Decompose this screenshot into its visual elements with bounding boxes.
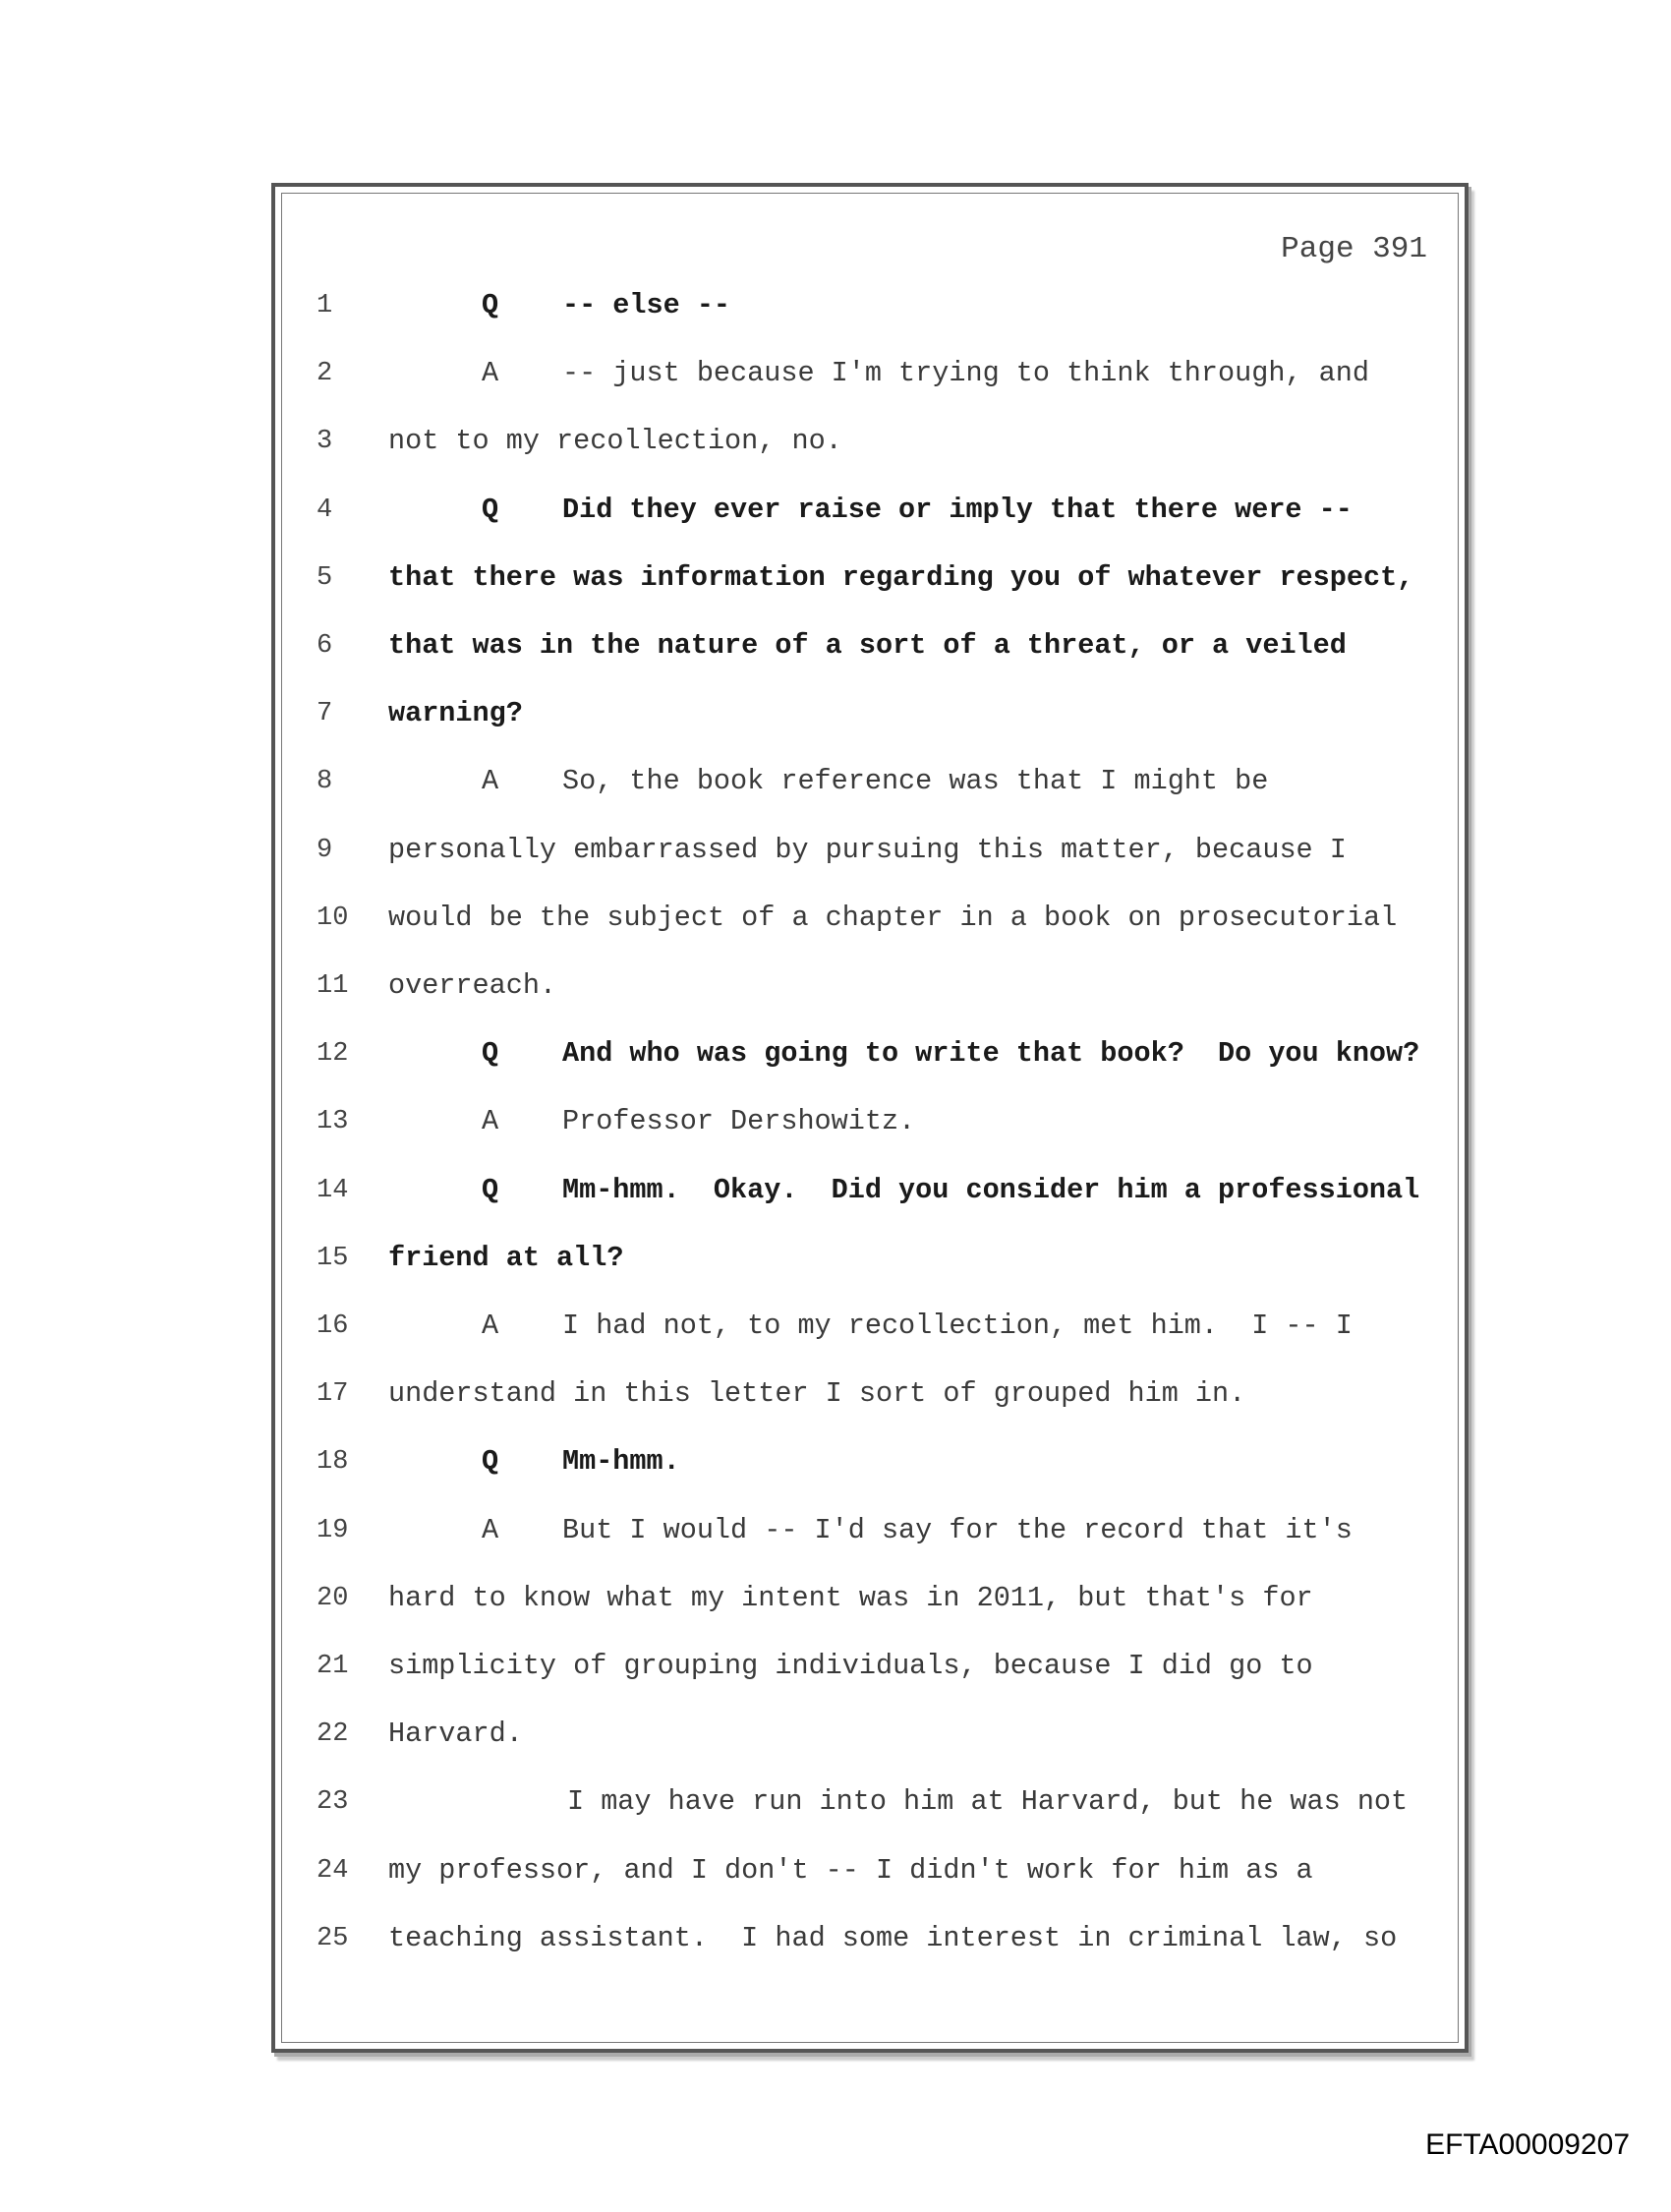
speaker-label: A bbox=[482, 765, 499, 798]
line-text: -- else -- bbox=[562, 289, 731, 321]
line-text: -- just because I'm trying to think through, and bbox=[562, 357, 1369, 390]
line-text: Professor Dershowitz. bbox=[562, 1105, 916, 1138]
speaker-label: Q bbox=[482, 289, 499, 321]
speaker-label: Q bbox=[482, 1445, 499, 1479]
speaker-label: A bbox=[482, 357, 499, 390]
line-text: personally embarrassed by pursuing this matter, because I bbox=[388, 833, 1347, 866]
line-number: 15 bbox=[317, 1243, 349, 1273]
line-number: 1 bbox=[317, 291, 333, 320]
line-number: 20 bbox=[317, 1583, 349, 1613]
line-text: Mm-hmm. Okay. Did you consider him a professional bbox=[562, 1173, 1420, 1206]
document-id: EFTA00009207 bbox=[1425, 2128, 1630, 2161]
line-text: my professor, and I don't -- I didn't work for him as a bbox=[388, 1853, 1313, 1887]
line-text: that there was information regarding you of whatever respect, bbox=[388, 560, 1414, 594]
line-text: friend at all? bbox=[388, 1241, 624, 1274]
line-number: 13 bbox=[317, 1107, 349, 1137]
line-number: 3 bbox=[317, 427, 333, 457]
line-number: 21 bbox=[317, 1652, 349, 1681]
line-text: that was in the nature of a sort of a threat, or a veiled bbox=[388, 629, 1347, 662]
line-number: 11 bbox=[317, 971, 349, 1001]
line-text: would be the subject of a chapter in a book on prosecutorial bbox=[388, 901, 1398, 934]
line-text: Mm-hmm. bbox=[562, 1445, 680, 1479]
line-number: 14 bbox=[317, 1175, 349, 1205]
line-number: 6 bbox=[317, 631, 333, 661]
speaker-label: A bbox=[482, 1105, 499, 1138]
speaker-label: Q bbox=[482, 493, 499, 526]
line-text: I had not, to my recollection, met him. I -- I bbox=[562, 1310, 1353, 1342]
line-number: 17 bbox=[317, 1379, 349, 1410]
line-number: 18 bbox=[317, 1447, 349, 1478]
line-number: 5 bbox=[317, 562, 333, 593]
line-number: 19 bbox=[317, 1515, 349, 1545]
line-text: So, the book reference was that I might be bbox=[562, 765, 1269, 798]
line-number: 22 bbox=[317, 1719, 349, 1750]
speaker-label: Q bbox=[482, 1037, 499, 1071]
line-text: Harvard. bbox=[388, 1717, 523, 1751]
line-text: overreach. bbox=[388, 969, 557, 1002]
line-number: 25 bbox=[317, 1923, 349, 1953]
line-text: hard to know what my intent was in 2011, but that's for bbox=[388, 1581, 1313, 1614]
line-number: 7 bbox=[317, 699, 333, 729]
line-number: 8 bbox=[317, 767, 333, 797]
line-text: understand in this letter I sort of grouped him in. bbox=[388, 1377, 1246, 1411]
line-text: simplicity of grouping individuals, because I did go to bbox=[388, 1650, 1313, 1682]
speaker-label: A bbox=[482, 1310, 499, 1342]
line-number: 16 bbox=[317, 1311, 349, 1341]
line-text: Did they ever raise or imply that there were -- bbox=[562, 493, 1353, 526]
line-text: And who was going to write that book? Do you know? bbox=[562, 1037, 1420, 1071]
line-number: 24 bbox=[317, 1855, 349, 1886]
speaker-label: Q bbox=[482, 1173, 499, 1206]
line-number: 12 bbox=[317, 1039, 349, 1070]
transcript-page-frame bbox=[271, 183, 1469, 2053]
line-number: 2 bbox=[317, 359, 333, 389]
line-number: 10 bbox=[317, 902, 349, 933]
line-text: teaching assistant. I had some interest in criminal law, so bbox=[388, 1921, 1398, 1954]
line-text: I may have run into him at Harvard, but he was not bbox=[567, 1785, 1409, 1819]
line-number: 23 bbox=[317, 1787, 349, 1818]
line-number: 9 bbox=[317, 835, 333, 865]
line-text: not to my recollection, no. bbox=[388, 425, 842, 458]
speaker-label: A bbox=[482, 1513, 499, 1546]
line-text: warning? bbox=[388, 697, 523, 730]
line-text: But I would -- I'd say for the record that it's bbox=[562, 1513, 1353, 1546]
page-number: Page 391 bbox=[1281, 232, 1427, 266]
line-number: 4 bbox=[317, 495, 333, 525]
